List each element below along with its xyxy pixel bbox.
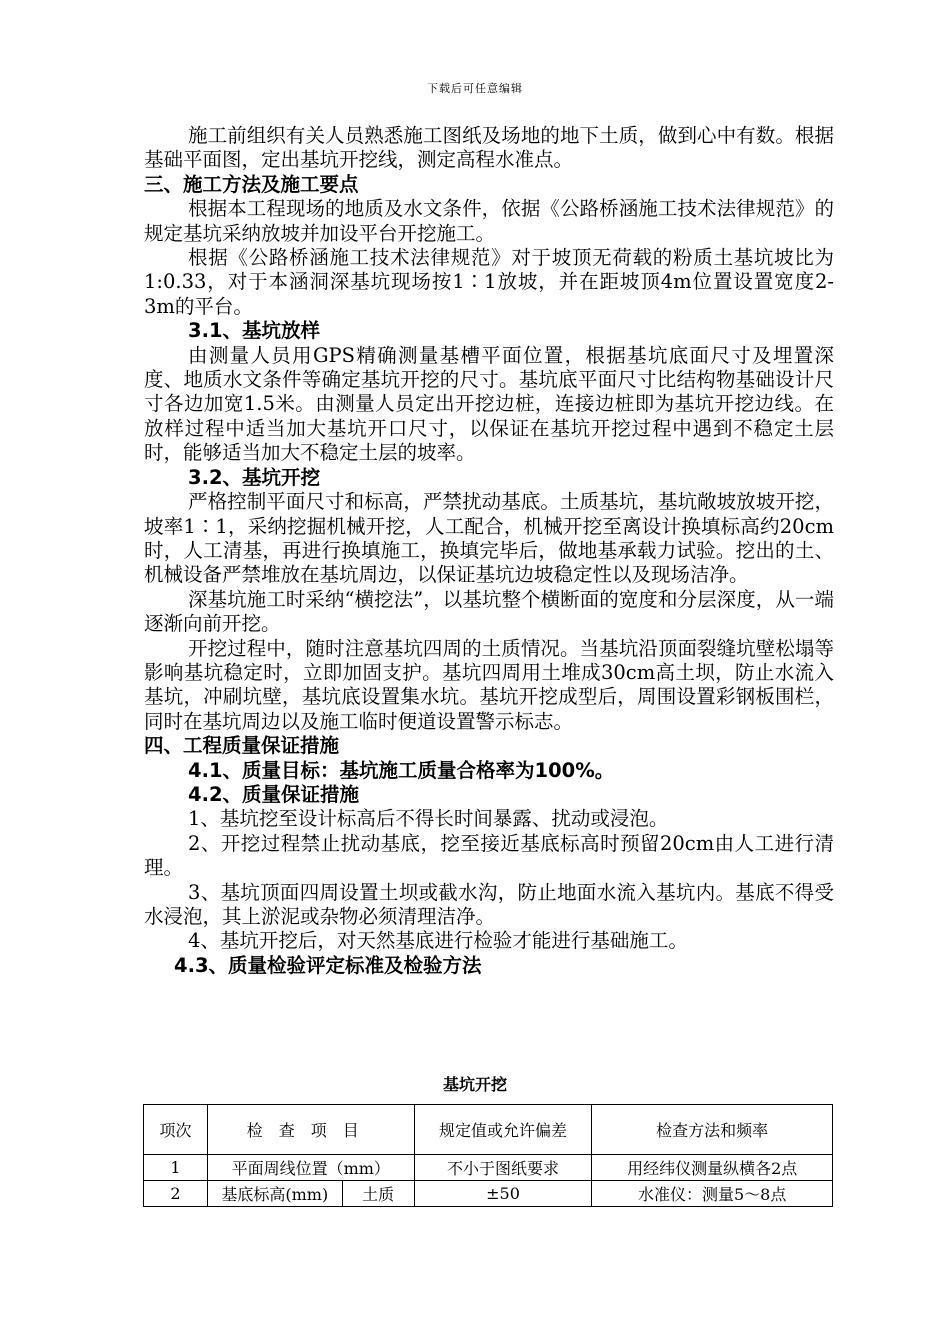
subsection-heading: 3.1、基坑放样 [188, 319, 321, 343]
header-cell: 规定值或允许偏差 [414, 1105, 592, 1155]
subsection-heading: 4.1、质量目标：基坑施工质量合格率为100%。 [188, 758, 615, 782]
subsection-heading: 4.2、质量保证措施 [188, 782, 360, 806]
paragraph: 根据本工程现场的地质及水文条件，依据《公路桥涵施工技术法律规范》的规定基坑采纳放坡并加设平台开挖施工。 [144, 197, 834, 245]
list-item: 4、基坑开挖后，对天然基底进行检验才能进行基础施工。 [188, 929, 688, 953]
paragraph: 开挖过程中，随时注意基坑四周的土质情况。当基坑沿顶面裂缝坑壁松塌等影响基坑稳定时，立即加固支护。基坑四周用土堆成30cm高土坝，防止水流入基坑，冲刷坑壁，基坑底设置集水坑。基坑开挖成型后，周围设置彩钢板围栏，同时在基坑周边以及施工临时便道设置警示标志。 [144, 636, 834, 733]
table-cell: 基底标高(mm) [207, 1181, 342, 1207]
list-item: 2、开挖过程禁止扰动基底，挖至接近基底标高时预留20cm由人工进行清理。 [144, 831, 834, 880]
page-header: 下载后可任意编辑 [427, 82, 523, 95]
subsection-heading: 3.2、基坑开挖 [188, 465, 321, 489]
header-cell: 项次 [144, 1105, 208, 1155]
paragraph: 施工前组织有关人员熟悉施工图纸及场地的地下土质，做到心中有数。根据基础平面图，定出基坑开挖线，测定高程水准点。 [144, 124, 834, 172]
table-row [144, 1181, 833, 1207]
document-body [144, 124, 834, 978]
table-cell: 1 [144, 1155, 208, 1181]
header-cell: 检查方法和频率 [592, 1105, 833, 1155]
subsection-heading: 4.3、质量检验评定标准及检验方法 [174, 953, 482, 977]
table-cell: 用经纬仪测量纵横各2点 [592, 1155, 833, 1181]
paragraph: 深基坑施工时采纳“横挖法”，以基坑整个横断面的宽度和分层深度，从一端逐渐向前开挖。 [144, 587, 834, 636]
section-heading: 四、工程质量保证措施 [144, 734, 340, 758]
paragraph: 根据《公路桥涵施工技术法律规范》对于坡顶无荷载的粉质土基坑坡比为1:0.33，对于本涵洞深基坑现场按1∶1放坡，并在距坡顶4m位置设置宽度2-3m的平台。 [144, 246, 834, 318]
table-cell: 不小于图纸要求 [414, 1155, 592, 1181]
table-header-row [144, 1105, 833, 1155]
paragraph: 由测量人员用GPS精确测量基槽平面位置，根据基坑底面尺寸及埋置深度、地质水文条件等确定基坑开挖的尺寸。基坑底平面尺寸比结构物基础设计尺寸各边加宽1.5米。由测量人员定出开挖边桩，连接边桩即为基坑开挖边线。在放样过程中适当加大基坑开口尺寸，以保证在基坑开挖过程中遇到不稳定土层时，能够适当加大不稳定土层的坡率。 [144, 343, 834, 465]
table-cell: ±50 [414, 1181, 592, 1207]
table-cell: 土质 [342, 1181, 414, 1207]
table-cell: 2 [144, 1181, 208, 1207]
paragraph: 严格控制平面尺寸和标高，严禁扰动基底。土质基坑，基坑敞坡放坡开挖，坡率1∶1，采纳挖掘机械开挖，人工配合，机械开挖至离设计换填标高约20cm时，人工清基，再进行换填施工，换填完毕后，做地基承载力试验。挖出的土、机械设备严禁堆放在基坑周边，以保证基坑边坡稳定性以及现场洁净。 [144, 490, 834, 587]
inspection-table [143, 1104, 833, 1207]
list-item: 1、基坑挖至设计标高后不得长时间暴露、扰动或浸泡。 [188, 807, 669, 831]
table-cell: 平面周线位置（mm） [207, 1155, 414, 1181]
table-title: 基坑开挖 [442, 1075, 507, 1094]
section-heading: 三、施工方法及施工要点 [144, 172, 359, 196]
table-cell: 水准仪：测量5～8点 [592, 1181, 833, 1207]
list-item: 3、基坑顶面四周设置土坝或截水沟，防止地面水流入基坑内。基底不得受水浸泡，其上淤泥或杂物必须清理洁净。 [144, 880, 834, 928]
table-row [144, 1155, 833, 1181]
header-cell: 检查项目 [207, 1105, 414, 1155]
